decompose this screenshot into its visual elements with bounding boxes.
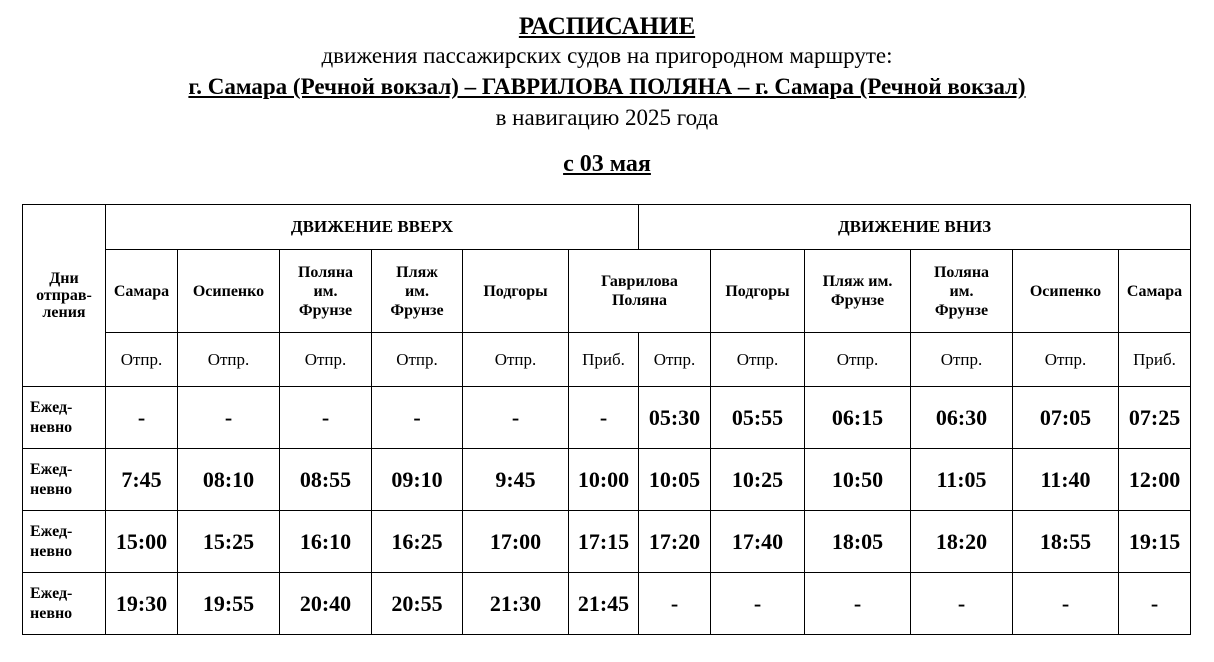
time-type-label: Приб.	[569, 333, 639, 387]
time-cell: 18:55	[1013, 511, 1119, 573]
station-header: Осипенко	[178, 250, 280, 333]
time-cell: 07:05	[1013, 387, 1119, 449]
station-header: Пляж им. Фрунзе	[372, 250, 463, 333]
time-type-label: Отпр.	[1013, 333, 1119, 387]
time-cell: 20:55	[372, 573, 463, 635]
schedule-subtitle: движения пассажирских судов на пригородном маршруте:	[321, 43, 893, 68]
time-type-label: Отпр.	[280, 333, 372, 387]
time-cell: 9:45	[463, 449, 569, 511]
station-header: Поляна им. Фрунзе	[911, 250, 1013, 333]
route-title: г. Самара (Речной вокзал) – ГАВРИЛОВА ПОЛЯНА – г. Самара (Речной вокзал)	[188, 74, 1026, 99]
time-cell: -	[639, 573, 711, 635]
time-cell: -	[711, 573, 805, 635]
station-header: Поляна им. Фрунзе	[280, 250, 372, 333]
time-cell: 10:05	[639, 449, 711, 511]
station-header: Пляж им. Фрунзе	[805, 250, 911, 333]
time-cell: 05:30	[639, 387, 711, 449]
station-header: Осипенко	[1013, 250, 1119, 333]
time-cell: -	[463, 387, 569, 449]
time-cell: 10:50	[805, 449, 911, 511]
table-row	[23, 573, 1191, 635]
time-cell: 19:30	[106, 573, 178, 635]
time-type-label: Отпр.	[805, 333, 911, 387]
time-cell: -	[372, 387, 463, 449]
time-cell: 18:05	[805, 511, 911, 573]
time-cell: -	[911, 573, 1013, 635]
time-cell: 07:25	[1119, 387, 1191, 449]
time-cell: -	[1013, 573, 1119, 635]
time-cell: 21:30	[463, 573, 569, 635]
time-cell: 18:20	[911, 511, 1013, 573]
time-cell: 08:55	[280, 449, 372, 511]
time-cell: -	[178, 387, 280, 449]
station-header: Подгоры	[711, 250, 805, 333]
group-header-upstream: ДВИЖЕНИЕ ВВЕРХ	[106, 205, 639, 250]
time-cell: 16:25	[372, 511, 463, 573]
group-header-downstream: ДВИЖЕНИЕ ВНИЗ	[639, 205, 1191, 250]
time-cell: 12:00	[1119, 449, 1191, 511]
days-cell: Ежед- невно	[23, 511, 106, 573]
table-row	[23, 511, 1191, 573]
days-column-header: Дни отправ- ления	[23, 205, 106, 387]
time-cell: 11:40	[1013, 449, 1119, 511]
time-cell: 10:00	[569, 449, 639, 511]
time-cell: 7:45	[106, 449, 178, 511]
time-cell: -	[106, 387, 178, 449]
time-cell: 20:40	[280, 573, 372, 635]
station-header: Самара	[106, 250, 178, 333]
table-row	[23, 449, 1191, 511]
table-row	[23, 387, 1191, 449]
time-type-label: Отпр.	[178, 333, 280, 387]
time-cell: 19:55	[178, 573, 280, 635]
time-cell: 15:25	[178, 511, 280, 573]
time-cell: 08:10	[178, 449, 280, 511]
time-cell: 16:10	[280, 511, 372, 573]
time-cell: -	[1119, 573, 1191, 635]
station-header: Самара	[1119, 250, 1191, 333]
days-cell: Ежед- невно	[23, 387, 106, 449]
time-type-label: Отпр.	[463, 333, 569, 387]
station-header: Подгоры	[463, 250, 569, 333]
time-cell: 06:30	[911, 387, 1013, 449]
time-type-label: Отпр.	[911, 333, 1013, 387]
time-type-label: Приб.	[1119, 333, 1191, 387]
time-type-label: Отпр.	[372, 333, 463, 387]
time-cell: 17:20	[639, 511, 711, 573]
group-header-row	[23, 205, 1191, 250]
schedule-title: РАСПИСАНИЕ	[518, 13, 696, 40]
time-cell: 15:00	[106, 511, 178, 573]
time-type-label: Отпр.	[711, 333, 805, 387]
days-cell: Ежед- невно	[23, 573, 106, 635]
days-cell: Ежед- невно	[23, 449, 106, 511]
station-header: Гаврилова Поляна	[569, 250, 711, 333]
time-cell: -	[805, 573, 911, 635]
time-cell: 17:00	[463, 511, 569, 573]
time-type-label: Отпр.	[106, 333, 178, 387]
time-cell: 19:15	[1119, 511, 1191, 573]
time-cell: 21:45	[569, 573, 639, 635]
schedule-table	[22, 204, 1191, 635]
valid-from-date: с 03 мая	[563, 151, 651, 177]
time-cell: 17:40	[711, 511, 805, 573]
time-type-label: Отпр.	[639, 333, 711, 387]
time-cell: -	[569, 387, 639, 449]
sub-header-row	[23, 333, 1191, 387]
time-cell: 10:25	[711, 449, 805, 511]
time-cell: -	[280, 387, 372, 449]
time-cell: 09:10	[372, 449, 463, 511]
time-cell: 06:15	[805, 387, 911, 449]
season-text: в навигацию 2025 года	[495, 105, 719, 130]
time-cell: 17:15	[569, 511, 639, 573]
station-header-row	[23, 250, 1191, 333]
time-cell: 05:55	[711, 387, 805, 449]
time-cell: 11:05	[911, 449, 1013, 511]
